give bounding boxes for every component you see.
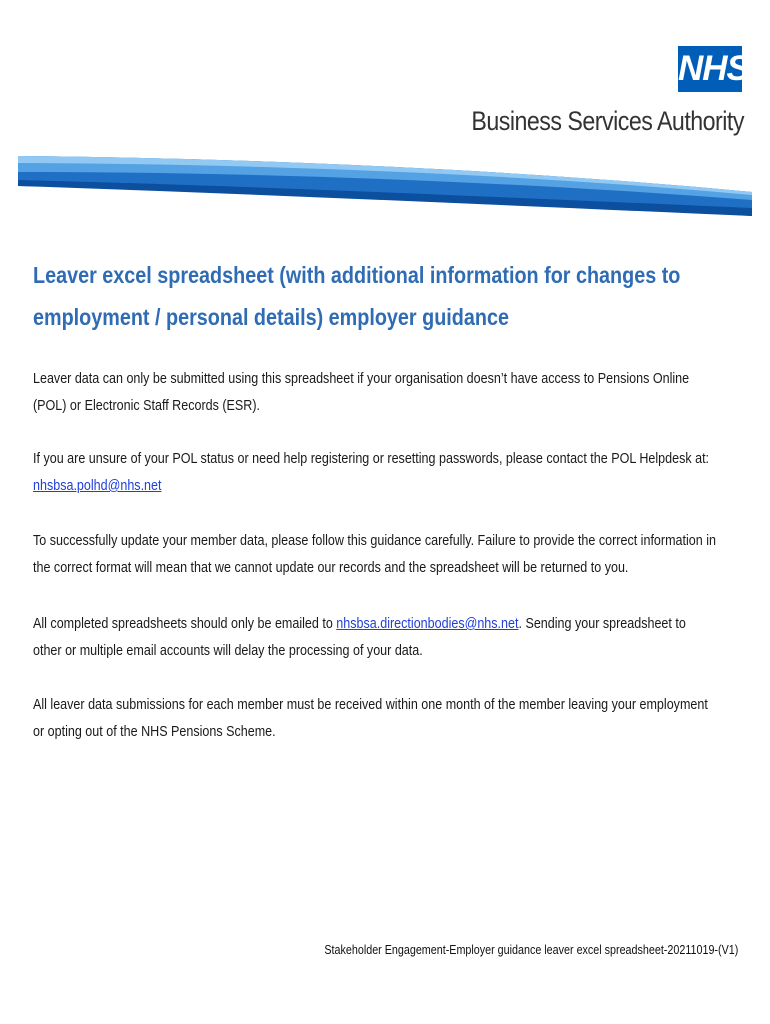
paragraph-guidance-warning: To successfully update your member data, please follow this guidance carefully. Failure to provide the correct information in the correct format will mean that we cannot update our records and the spreadsheet will be returned to you. [33,533,716,576]
document-reference-footer: Stakeholder Engagement-Employer guidance leaver excel spreadsheet-20211019-(V1) [324,943,738,957]
pol-helpdesk-email-link[interactable]: nhsbsa.polhd@nhs.net [33,478,162,494]
paragraph-text: All completed spreadsheets should only be emailed to [33,616,337,632]
paragraph-text: . Sending your spreadsheet to other or multiple email accounts will delay the processing of your data. [33,616,686,659]
paragraph-submission-eligibility: Leaver data can only be submitted using this spreadsheet if your organisation doesn’t have access to Pensions Online (POL) or Electronic Staff Records (ESR). [33,371,690,414]
paragraph-submission-deadline: All leaver data submissions for each member must be received within one month of the member leaving your employment or opting out of the NHS Pensions Scheme. [33,697,708,740]
nhs-logo: NHS [678,46,742,92]
paragraph-pol-helpdesk [33,446,716,500]
direction-bodies-email-link[interactable]: nhsbsa.directionbodies@nhs.net [336,616,519,632]
organisation-name: Business Services Authority [471,106,744,136]
header-swoosh-graphic [0,150,770,225]
paragraph-email-instructions [33,611,716,665]
page-title: Leaver excel spreadsheet (with additional information for changes to employment / personal details) employer guidance [33,262,681,330]
paragraph-text: If you are unsure of your POL status or need help registering or resetting passwords, please contact the POL Helpdesk at: [33,451,710,467]
